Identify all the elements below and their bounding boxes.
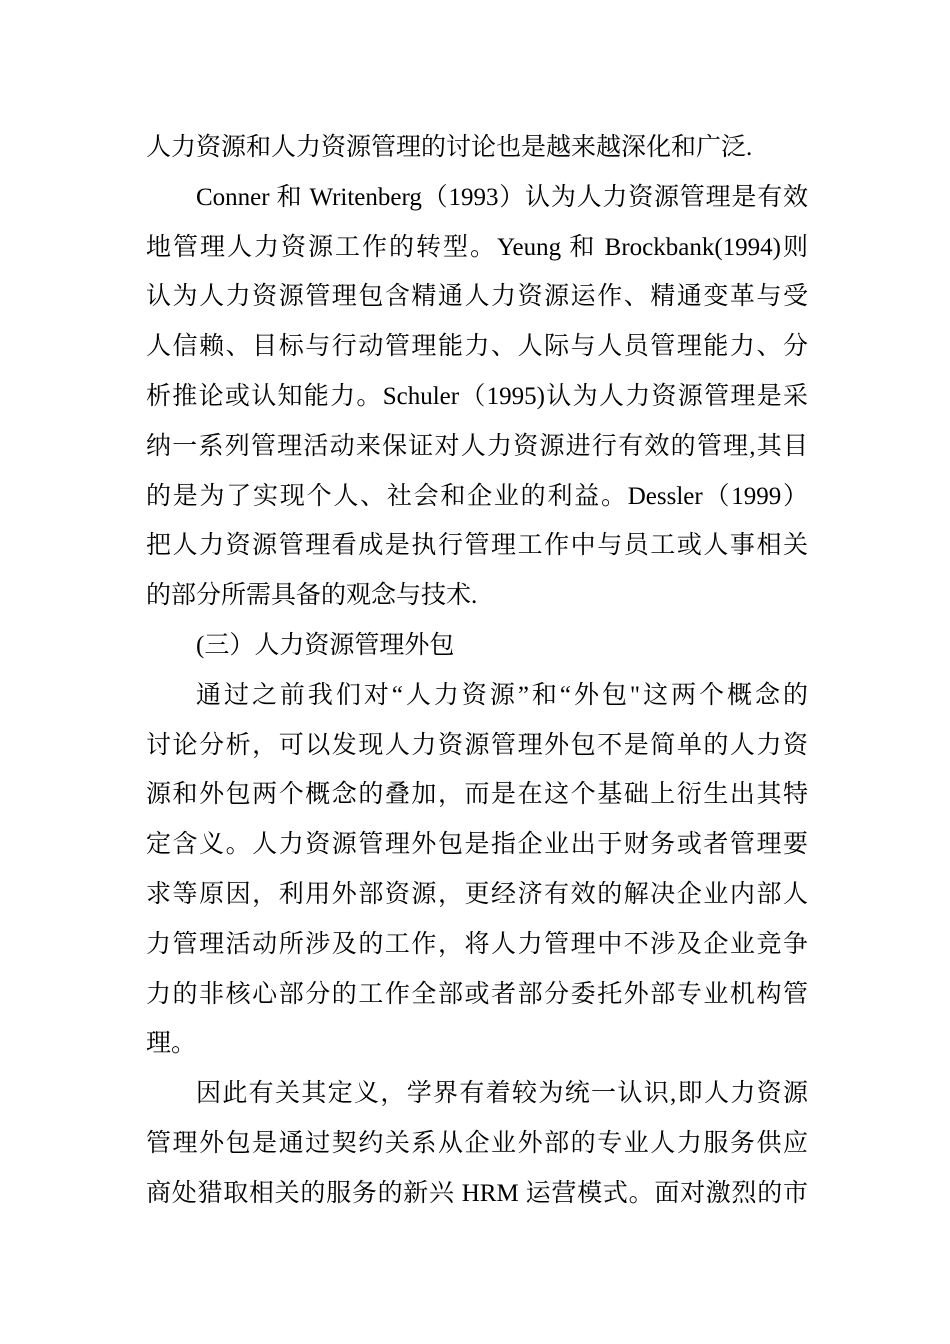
- paragraph-line: 定含义。人力资源管理外包是指企业出于财务或者管理要: [146, 831, 808, 859]
- paragraph-line: 人力资源和人力资源管理的讨论也是越来越深化和广泛.: [146, 134, 753, 161]
- paragraph-line: 理。: [146, 1030, 197, 1058]
- paragraph-line: 力的非核心部分的工作全部或者部分委托外部专业机构管: [146, 980, 808, 1008]
- paragraph-line: 的是为了实现个人、社会和企业的利益。Dessler（1999）: [146, 482, 808, 510]
- paragraph-line: 商处猎取相关的服务的新兴 HRM 运营模式。面对激烈的市: [146, 1179, 808, 1207]
- paragraph-line: 因此有关其定义，学界有着较为统一认识,即人力资源: [196, 1080, 808, 1108]
- paragraph-line: 求等原因，利用外部资源，更经济有效的解决企业内部人: [146, 880, 808, 908]
- document-page: [146, 123, 808, 1219]
- paragraph-line: 力管理活动所涉及的工作，将人力管理中不涉及企业竞争: [146, 930, 808, 958]
- paragraph-line: 纳一系列管理活动来保证对人力资源进行有效的管理,其目: [146, 432, 808, 460]
- paragraph-line: 析推论或认知能力。Schuler（1995)认为人力资源管理是采: [146, 382, 808, 410]
- paragraph-line: 把人力资源管理看成是执行管理工作中与员工或人事相关: [146, 532, 808, 560]
- section-heading: (三）人力资源管理外包: [196, 631, 455, 659]
- paragraph-line: 认为人力资源管理包含精通人力资源运作、精通变革与受: [146, 283, 808, 311]
- paragraph-line: 地管理人力资源工作的转型。Yeung 和 Brockbank(1994)则: [146, 233, 808, 261]
- paragraph-line: 的部分所需具备的观念与技术.: [146, 582, 478, 610]
- paragraph-line: 讨论分析，可以发现人力资源管理外包不是简单的人力资: [146, 731, 808, 759]
- paragraph-line: 管理外包是通过契约关系从企业外部的专业人力服务供应: [146, 1129, 808, 1157]
- paragraph-line: 源和外包两个概念的叠加，而是在这个基础上衍生出其特: [146, 781, 808, 809]
- paragraph-line: 通过之前我们对“人力资源”和“外包"这两个概念的: [196, 681, 808, 709]
- paragraph-line: 人信赖、目标与行动管理能力、人际与人员管理能力、分: [146, 333, 808, 361]
- paragraph-line: Conner 和 Writenberg（1993）认为人力资源管理是有效: [196, 183, 808, 211]
